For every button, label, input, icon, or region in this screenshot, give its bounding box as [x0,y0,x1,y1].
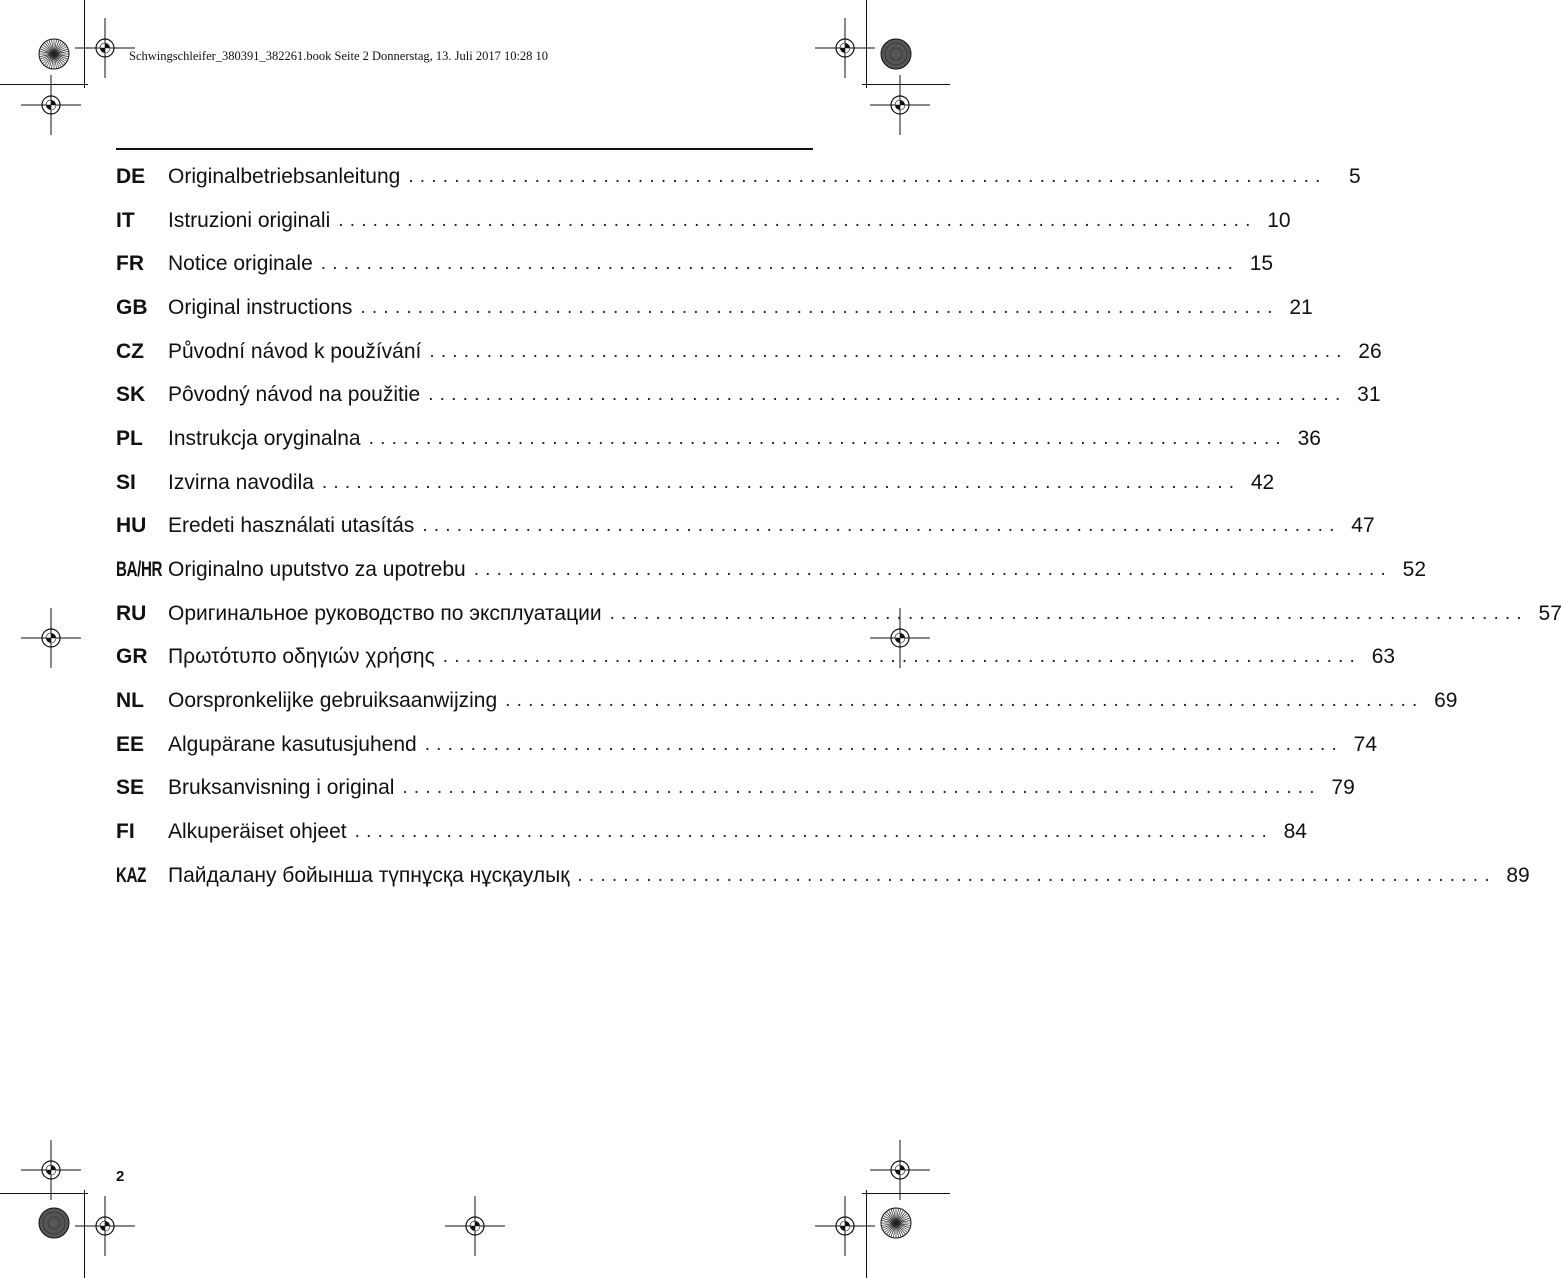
toc-leader-dots: ................................................................................ [360,296,1279,318]
toc-title: Algupärane kasutusjuhend [168,732,417,756]
toc-title: Izvirna navodila [168,470,314,494]
toc-title: Bruksanvisning i original [168,776,395,800]
toc-language-code: CZ [116,339,144,363]
toc-language-code: GB [116,295,148,319]
toc-page-number: 10 [1267,208,1291,232]
toc-title: Alkuperäiset ohjeet [168,820,347,844]
starburst-target-icon [864,1191,928,1255]
registration-mark-icon [73,1194,137,1258]
toc-title: Оригинальное руководство по эксплуатации [168,601,602,625]
toc-page-number: 36 [1297,426,1321,450]
toc-title: Originalbetriebsanleitung [168,164,401,188]
toc-language-code: DE [116,164,146,188]
print-header: Schwingschleifer_380391_382261.book Seite 2 Donnerstag, 13. Juli 2017 10:28 10 [129,49,549,63]
toc-title: Instrukcja oryginalna [168,426,361,450]
toc-entry[interactable] [116,854,1530,898]
toc-entry[interactable] [116,373,1381,417]
toc-leader-dots: ................................................................................ [402,777,1321,799]
toc-leader-dots: ................................................................................ [422,515,1341,537]
toc-page-number: 15 [1249,252,1274,276]
toc-leader-dots: ................................................................................ [338,209,1257,231]
toc-title: Notice originale [168,252,313,276]
toc-page-number: 47 [1351,514,1375,538]
toc-entry[interactable] [116,679,1458,723]
toc-title: Пайдалану бойынша түпнұсқа нұсқаулық [168,863,570,887]
toc-page-number: 31 [1357,383,1381,407]
toc-language-code: FI [116,820,135,844]
toc-page-number: 57 [1538,601,1562,625]
toc-entry[interactable] [116,417,1321,461]
toc-title: Originalno uputstvo za upotrebu [168,558,466,582]
toc-leader-dots: ................................................................................ [320,253,1240,275]
toc-entry[interactable] [116,592,1562,636]
toc-entry[interactable] [116,767,1355,811]
toc-page-number: 69 [1434,689,1458,713]
toc-language-code: SI [116,470,136,494]
toc-leader-dots: ................................................................................ [424,733,1344,755]
toc-language-code: EE [116,732,145,756]
toc-top-rule [116,148,813,150]
toc-entry[interactable] [116,636,1396,680]
toc-entry[interactable] [116,505,1375,549]
toc-page-number: 84 [1283,820,1307,844]
toc-title: Eredeti használati utasítás [168,514,415,538]
toc-leader-dots: ................................................................................ [609,602,1528,624]
toc-entry[interactable] [116,242,1274,286]
toc-page-number: 21 [1289,295,1313,319]
toc-language-code: BA/HR [116,558,163,582]
toc-language-code: SK [116,383,146,407]
registration-mark-icon [868,73,932,137]
toc-language-code: FR [116,252,144,276]
toc-entry[interactable] [116,548,1427,592]
toc-title: Oorspronkelijke gebruiksaanwijzing [168,689,498,713]
toc-language-code: RU [116,601,147,625]
toc-leader-dots: ................................................................................ [577,864,1496,886]
registration-mark-icon [73,16,137,80]
toc-entry[interactable] [116,810,1307,854]
toc-title: Original instructions [168,295,353,319]
page-number: 2 [116,1168,125,1185]
toc-leader-dots: ................................................................................ [429,340,1348,362]
toc-language-code: SE [116,776,145,800]
toc-page-number: 42 [1250,470,1275,494]
toc-leader-dots: ................................................................................ [505,690,1424,712]
toc-leader-dots: ................................................................................ [408,165,1327,187]
registration-mark-icon [443,1194,507,1258]
toc-entry[interactable] [116,330,1382,374]
toc-title: Původní návod k používání [168,339,422,363]
registration-mark-icon [19,606,83,670]
toc-page-number: 5 [1348,164,1361,188]
toc-language-code: HU [116,514,147,538]
toc-entry[interactable] [116,461,1275,505]
registration-mark-icon [868,606,932,670]
toc-page-number: 79 [1331,776,1355,800]
toc-entry[interactable] [116,286,1313,330]
toc-leader-dots: ................................................................................ [428,384,1347,406]
toc-leader-dots: ................................................................................ [354,821,1273,843]
toc-language-code: IT [116,208,135,232]
toc-language-code: KAZ [116,863,147,887]
toc-title: Πρωτότυπο οδηγιών χρήσης [168,645,435,669]
toc-leader-dots: ................................................................................ [442,646,1362,668]
toc-entry[interactable] [116,155,1361,199]
toc-language-code: PL [116,426,143,450]
toc-entry[interactable] [116,723,1378,767]
registration-mark-icon [19,73,83,137]
toc-page-number: 52 [1402,558,1427,582]
toc-language-code: NL [116,689,144,713]
toc-leader-dots: ................................................................................ [473,559,1393,581]
toc-page-number: 26 [1358,339,1382,363]
toc-leader-dots: ................................................................................ [368,427,1287,449]
toc-language-code: GR [116,645,148,669]
toc-page-number: 89 [1506,863,1530,887]
toc-title: Istruzioni originali [168,208,331,232]
toc-page-number: 63 [1371,645,1396,669]
toc-entry[interactable] [116,199,1291,243]
toc-title: Pôvodný návod na použitie [168,383,421,407]
table-of-contents [116,155,1562,898]
toc-page-number: 74 [1353,732,1378,756]
toc-leader-dots: ................................................................................ [321,471,1241,493]
